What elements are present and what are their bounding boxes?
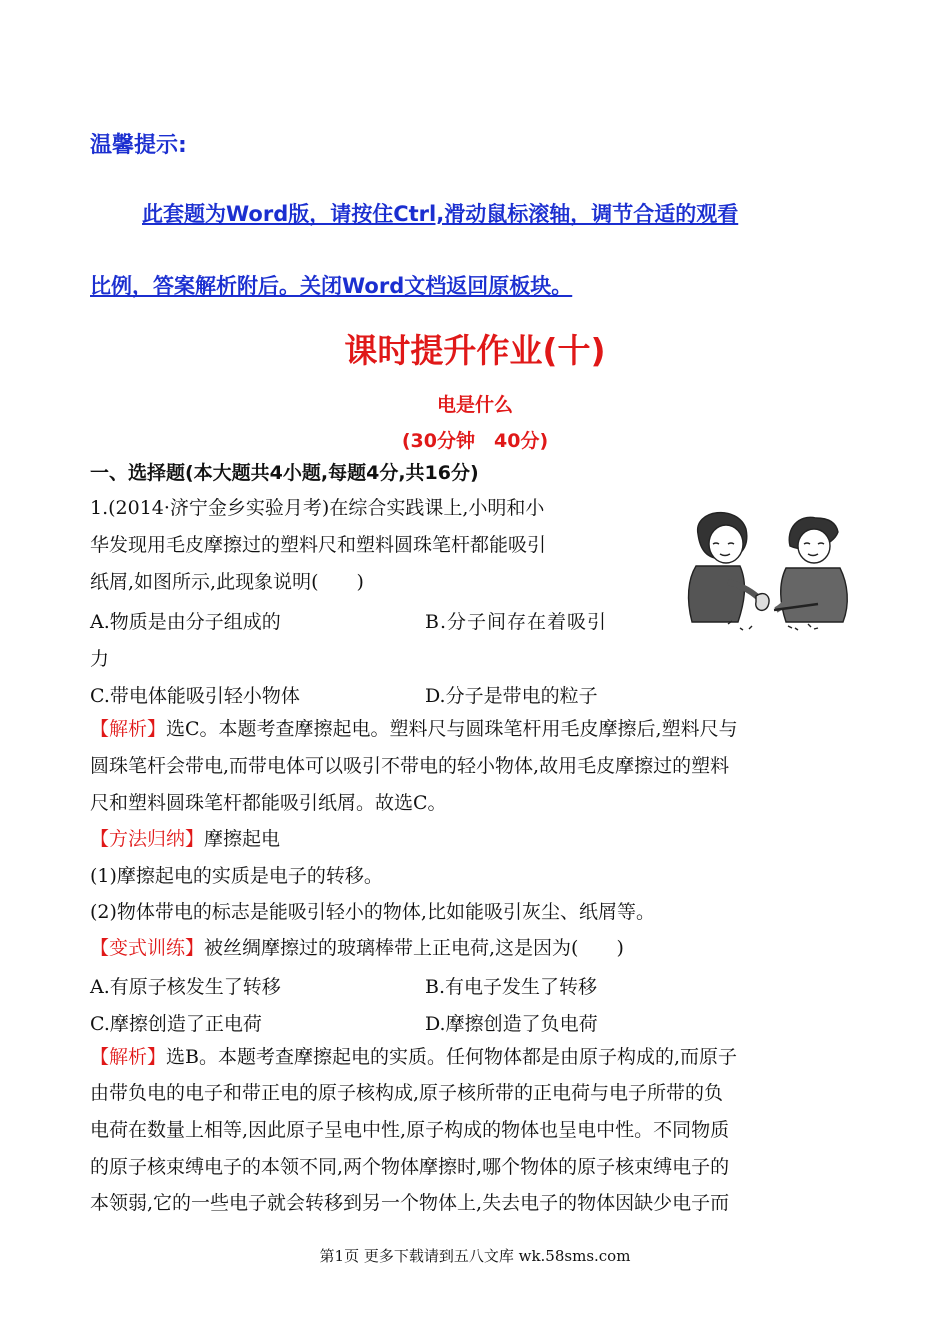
variant-analysis-line-2: 由带负电的电子和带正电的原子核构成,原子核所带的正电荷与电子所带的负 bbox=[90, 1082, 724, 1104]
q1-option-b[interactable]: B.分子间存在着吸引 bbox=[425, 611, 608, 633]
variant-option-a[interactable]: A.有原子核发生了转移 bbox=[90, 976, 281, 998]
q1-line-2: 华发现用毛皮摩擦过的塑料尺和塑料圆珠笔杆都能吸引 bbox=[90, 534, 547, 556]
tip-title: 温馨提示: bbox=[90, 133, 187, 158]
page-title: 课时提升作业(十) bbox=[344, 331, 606, 370]
children-rubbing-ruler-illustration bbox=[668, 504, 862, 638]
method-summary-heading: 【方法归纳】摩擦起电 bbox=[90, 828, 281, 850]
q1-analysis-line-1: 【解析】选C。本题考查摩擦起电。塑料尺与圆珠笔杆用毛皮摩擦后,塑料尺与 bbox=[90, 718, 738, 740]
q1-option-b-continued: 力 bbox=[90, 648, 110, 670]
variant-question: 【变式训练】被丝绸摩擦过的玻璃棒带上正电荷,这是因为( ) bbox=[90, 937, 624, 959]
q1-analysis-line-2: 圆珠笔杆会带电,而带电体可以吸引不带电的轻小物体,故用毛皮摩擦过的塑料 bbox=[90, 755, 730, 777]
analysis-tag: 【解析】 bbox=[90, 718, 167, 740]
q1-option-d[interactable]: D.分子是带电的粒子 bbox=[425, 685, 598, 707]
page-subtitle: 电是什么 bbox=[436, 394, 513, 416]
variant-tag: 【变式训练】 bbox=[90, 937, 205, 959]
variant-analysis-line-5: 本领弱,它的一些电子就会转移到另一个物体上,失去电子的物体因缺少电子而 bbox=[90, 1192, 730, 1214]
q1-option-c[interactable]: C.带电体能吸引轻小物体 bbox=[90, 685, 300, 707]
tip-line-2[interactable]: 比例，答案解析附后。关闭Word文档返回原板块。 bbox=[90, 274, 573, 298]
time-score: (30分钟 40分) bbox=[401, 430, 549, 452]
page-footer: 第1页 更多下载请到五八文库 wk.58sms.com bbox=[319, 1247, 631, 1265]
q1-analysis-line-3: 尺和塑料圆珠笔杆都能吸引纸屑。故选C。 bbox=[90, 792, 447, 814]
variant-option-c[interactable]: C.摩擦创造了正电荷 bbox=[90, 1013, 262, 1035]
method-point-1: (1)摩擦起电的实质是电子的转移。 bbox=[90, 865, 383, 887]
analysis-tag: 【解析】 bbox=[90, 1046, 167, 1068]
variant-analysis-line-3: 电荷在数量上相等,因此原子呈电中性,原子构成的物体也呈电中性。不同物质 bbox=[90, 1119, 730, 1141]
variant-option-d[interactable]: D.摩擦创造了负电荷 bbox=[425, 1013, 598, 1035]
method-point-2: (2)物体带电的标志是能吸引轻小的物体,比如能吸引灰尘、纸屑等。 bbox=[90, 901, 655, 923]
q1-line-3: 纸屑,如图所示,此现象说明( ) bbox=[90, 571, 364, 593]
q1-line-1: 1.(2014·济宁金乡实验月考)在综合实践课上,小明和小 bbox=[90, 497, 545, 519]
section-heading: 一、选择题(本大题共4小题,每题4分,共16分) bbox=[90, 462, 479, 484]
variant-option-b[interactable]: B.有电子发生了转移 bbox=[425, 976, 598, 998]
method-tag: 【方法归纳】 bbox=[90, 828, 205, 850]
variant-analysis-line-4: 的原子核束缚电子的本领不同,两个物体摩擦时,哪个物体的原子核束缚电子的 bbox=[90, 1156, 730, 1178]
tip-line-1[interactable]: 此套题为Word版，请按住Ctrl,滑动鼠标滚轴，调节合适的观看 bbox=[142, 202, 739, 226]
q1-option-a[interactable]: A.物质是由分子组成的 bbox=[90, 611, 281, 633]
variant-analysis-line-1: 【解析】选B。本题考查摩擦起电的实质。任何物体都是由原子构成的,而原子 bbox=[90, 1046, 738, 1068]
